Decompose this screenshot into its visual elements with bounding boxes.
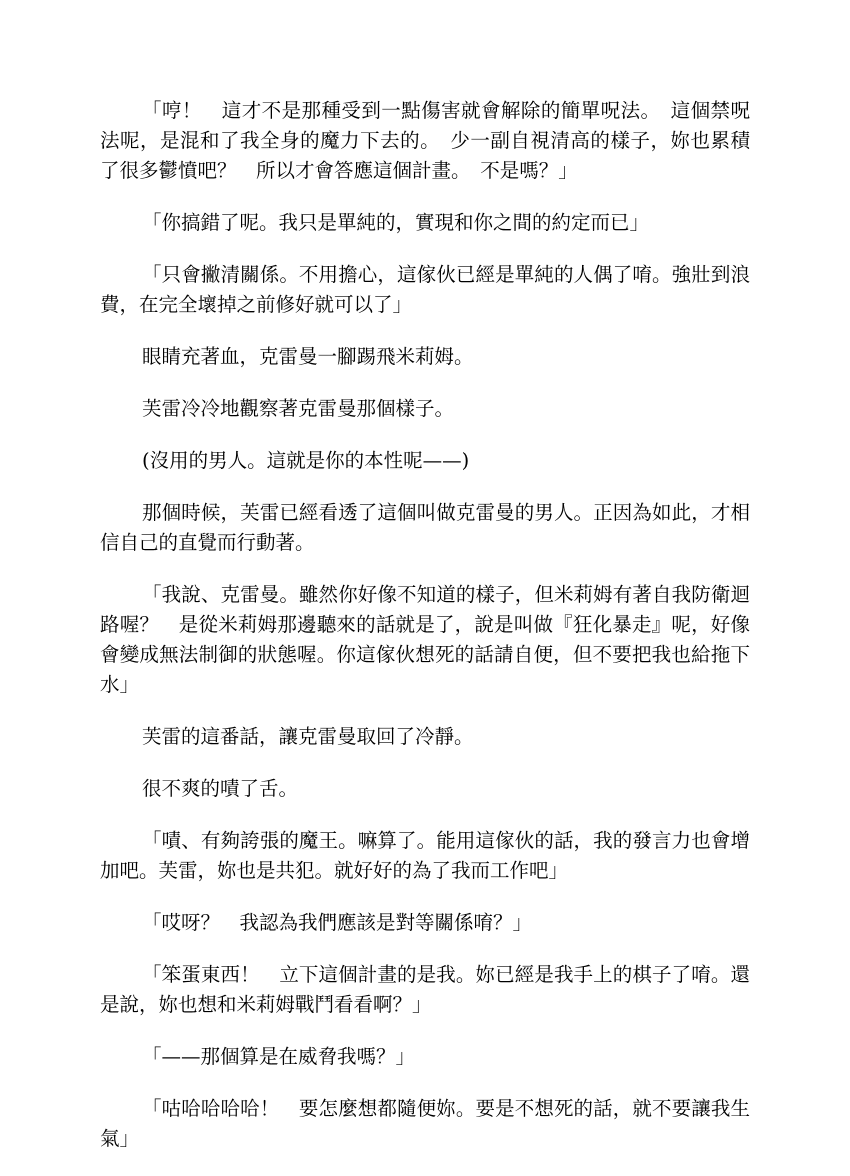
paragraph-7: 那個時候，芙雷已經看透了這個叫做克雷曼的男人。正因為如此，才相信自己的直覺而行動著。: [100, 501, 750, 554]
paragraph-15: 「咕哈哈哈哈！ 要怎麼想都隨便妳。要是不想死的話，就不要讓我生氣」: [100, 1097, 750, 1150]
paragraph-13: 「笨蛋東西！ 立下這個計畫的是我。妳已經是我手上的棋子了唷。還是說，妳也想和米莉姆戰鬥看看啊？」: [100, 963, 750, 1016]
paragraph-8: 「我說、克雷曼。雖然你好像不知道的樣子，但米莉姆有著自我防衛迴路喔？ 是從米莉姆那邊聽來的話就是了，說是叫做『狂化暴走』呢，好像會變成無法制御的狀態喔。你這傢伙想死的話請自便，但不要把我也給拖下水」: [100, 583, 750, 696]
paragraph-11: 「嘖、有夠誇張的魔王。嘛算了。能用這傢伙的話，我的發言力也會增加吧。芙雷，妳也是共犯。就好好的為了我而工作吧」: [100, 829, 750, 882]
document-body: [100, 96, 750, 1176]
paragraph-3: 「只會撇清關係。不用擔心，這傢伙已經是單純的人偶了唷。強壯到浪費，在完全壞掉之前修好就可以了」: [100, 263, 750, 316]
paragraph-4: 眼睛充著血，克雷曼一腳踢飛米莉姆。: [142, 345, 474, 368]
paragraph-5: 芙雷冷冷地觀察著克雷曼那個樣子。: [142, 397, 455, 420]
paragraph-2: 「你搞錯了呢。我只是單純的，實現和你之間的約定而已」: [142, 211, 650, 234]
paragraph-14: 「——那個算是在威脅我嗎？」: [142, 1045, 416, 1068]
paragraph-9: 芙雷的這番話，讓克雷曼取回了冷靜。: [142, 725, 474, 748]
paragraph-12: 「哎呀？ 我認為我們應該是對等關係唷？」: [142, 911, 533, 934]
paragraph-6: (沒用的男人。這就是你的本性呢——): [142, 449, 470, 472]
paragraph-1: 「哼！ 這才不是那種受到一點傷害就會解除的簡單呪法。 這個禁呪法呢，是混和了我全身的魔力下去的。 少一副自視清高的樣子，妳也累積了很多鬱憤吧？ 所以才會答應這個計畫。 不是嗎？」: [100, 99, 750, 182]
paragraph-10: 很不爽的嘖了舌。: [142, 777, 299, 800]
